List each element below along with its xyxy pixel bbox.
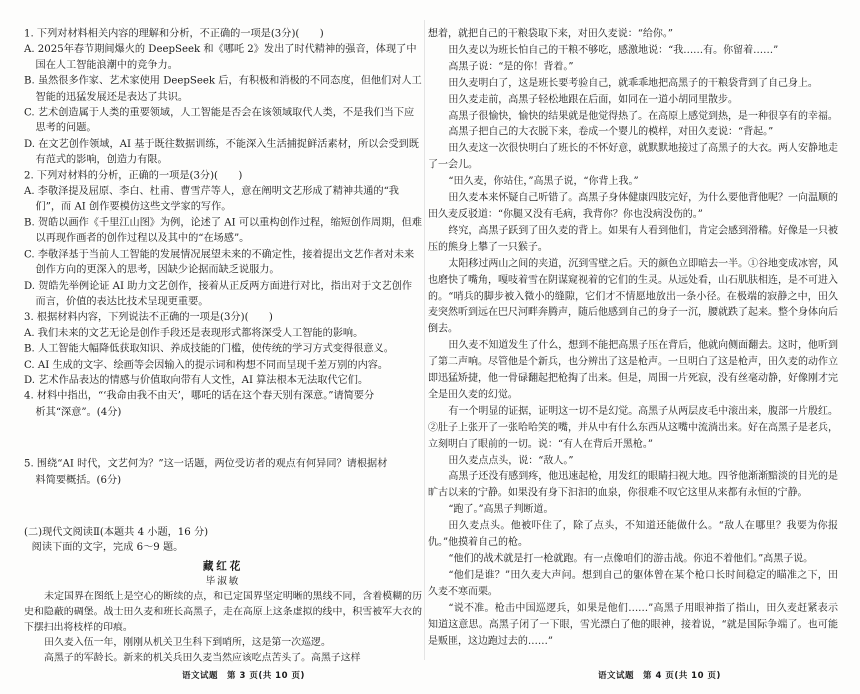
question-2-option-d: D. 贺皓先举例论证 AI 助力文艺创作，接着从正反两方面进行对比，指出对于文艺创作而言，价值的表达比技术呈现更重要。 — [24, 279, 413, 308]
story-paragraph: 太阳移过两山之间的夹道，沉到雪壁之后。天的颜色立即暗去一半。①谷地变成冰窖，风也磨快了嘴角，嘎吱着雪在阴谋窥视着的它们的生灵。从远处看，山石肌肤相连，是不可进入的。“哨兵的脚步被入微小的缝隙，它们才不情愿地放出一条小径。在极端的寂静之中，田久麦突然听到远在巴尺河畔奔腾声，随后他感到自己的身子一沉，腰就跌了起来。整个身体向后倒去。 — [428, 257, 838, 335]
story-paragraph: 田久麦本来怀疑自己听错了。高黑子身体健康四肢完好，为什么要他背他呢？一向温顺的田久麦反驳道：“你腿又没有毛病，我背你？你也没病没伤的。” — [428, 191, 838, 220]
story-paragraph: 田久麦点点头，说：“敌人。” — [448, 454, 574, 466]
left-column — [24, 26, 422, 666]
story-paragraph: “田久麦，你站住，”高黑子说，“你背上我。” — [448, 175, 639, 188]
story-paragraph: “他们是谁？”田久麦大声问。想到自己的躯体曾在某个枪口长时间稳定的瞄准之下，田久麦不寒而栗。 — [428, 569, 838, 598]
story-paragraph: 田久麦明白了，这是班长要考验自己，就乖乖地把高黑子的干粮袋背到了自己身上。 — [448, 77, 818, 89]
question-1-option-c: C. 艺术创造属于人类的重要领域，人工智能是否会在该领域取代人类，不是我们当下应思考的问题。 — [24, 106, 415, 134]
story-paragraph: “他们的战术就是打一枪就跑。有一点像咱们的游击战。你追不着他们。”高黑子说。 — [448, 552, 814, 565]
question-5-stem-line-2: 料简要概括。(6分) — [35, 473, 122, 486]
question-3-stem: 3. 根据材料内容，下列说法不正确的一项是(3分)( ) — [24, 311, 273, 323]
story-paragraph: 田久麦这一次很快明白了班长的不怀好意，就默默地接过了高黑子的大衣。两人安静地走了一会儿。 — [428, 142, 838, 171]
question-3-option-d: D. 艺术作品表达的情感与价值取向带有人文性，AI 算法根本无法取代它们。 — [24, 374, 369, 386]
right-column — [428, 26, 838, 649]
story-author: 毕淑敏 — [205, 575, 241, 587]
story-title: 藏红花 — [202, 559, 244, 573]
story-paragraph: 高黑子很愉快，愉快的结果就是他觉得热了。在高原上感觉到热，是一种很享有的幸福。 — [448, 109, 838, 122]
story-paragraph: 田久麦点头。他被吓住了，除了点头，不知道还能做什么。“敌人在哪里？我要为你报仇。”他摸着自己的枪。 — [428, 519, 838, 548]
question-4-stem-line-1: 4. 材料中指出，“‘我命由我不由天’，哪吒的话在这个春天别有深意。”请简要分 — [24, 390, 375, 402]
question-3-option-b: B. 人工智能大幅降低获取知识、养成技能的门槛，使传统的学习方式变得很意义。 — [24, 342, 394, 355]
section-heading: (二)现代文阅读Ⅱ(本题共 4 小题，16 分) — [24, 526, 209, 538]
question-2-option-a: A. 李敬泽提及屈原、李白、杜甫、曹雪芹等人，意在阐明文艺形成了精神共通的“我们”，而 AI 创作要模仿这些文学家的写作。 — [24, 185, 399, 213]
story-paragraph: 田久麦以为班长怕自己的干粮不够吃，感激地说：“我……有。你留着……” — [448, 44, 779, 56]
story-paragraph: 高黑子的军龄长。新来的机关兵田久麦当然应该吃点苦头了。高黑子这样 — [44, 652, 361, 664]
question-4-stem-line-2: 析其“深意”。(4分) — [35, 405, 122, 418]
page-footer-left: 语文试题 第 3 页(共 10 页) — [182, 671, 305, 681]
story-paragraph: 高黑子还没有感到疼，他迅速起枪，用发红的眼睛扫视大地。四爷他渐渐黯淡的目光的是旷古以来的宁静。如果没有身下汩汩的血泉，你很难不叹它这里从来都有永恒的宁静。 — [428, 470, 838, 499]
story-paragraph: 高黑子把自己的大衣脱下来，卷成一个婴儿的模样，对田久麦说：“背起。” — [448, 126, 774, 138]
question-1-option-d: D. 在文艺创作领域，AI 基于既往数据训练，不能深入生活捕捉鲜活素材，所以会受到既有范式的影响，创造力有限。 — [24, 138, 419, 166]
question-1-stem: 1. 下列对材料相关内容的理解和分析，不正确的一项是(3分)( ) — [24, 27, 324, 40]
story-paragraph: 未定国界在图纸上是空心的断续的点，和已定国界坚定明晰的黑线不同，含着模糊的历史和隐蔽的碉堡。战士田久麦和班长高黑子，走在高原上这条虚拟的线中，积雪被军大衣的下摆扫出将枝样的印痕。 — [24, 590, 422, 633]
story-paragraph: “跑了。”高黑子判断道。 — [448, 503, 554, 516]
story-paragraph: 田久麦不知道发生了什么，想到不能把高黑子压在背后，他就向侧面翻去。这时，他听到了第二声响。尽管他是个新兵，也分辨出了这是枪声。一旦明白了这是枪声，田久麦的动作立即迅猛矫捷，他一骨碌翻起把枪掏了出来。但是，周围一片死寂，没有丝毫动静，好像刚才完全是田久麦的幻觉。 — [428, 339, 838, 401]
question-3-option-a: A. 我们未来的文艺无论是创作手段还是表现形式都将深受人工智能的影响。 — [24, 327, 364, 339]
answer-space-5 — [24, 488, 422, 524]
story-paragraph: 田久麦走前，高黑子轻松地跟在后面，如同在一道小胡同里散步。 — [448, 93, 739, 106]
story-paragraph: 想着，就把自己的干粮袋取下来，对田久麦说：“给你。” — [428, 27, 673, 40]
question-2-option-c: C. 李敬泽基于当前人工智能的发展情况展望未来的不确定性，接着提出文艺作者对未来创作方向的更深入的思考，因缺少论据而缺乏说服力。 — [24, 248, 415, 276]
section-instruction: 阅读下面的文字，完成 6～9 题。 — [31, 541, 184, 554]
answer-space-4 — [24, 420, 422, 456]
question-2-option-b: B. 贺皓以画作《千里江山图》为例，论述了 AI 可以重构创作过程，缩短创作周期，但难以再现作画者的创作过程以及其中的“在场感”。 — [24, 216, 422, 245]
question-1-option-b: B. 虽然很多作家、艺术家使用 DeepSeek 后，有积极和消极的不同态度，但他们对人工智能的迅猛发展还是表达了共识。 — [24, 75, 422, 103]
story-paragraph: 田久麦入伍一年，刚刚从机关卫生科下到哨所，这是第一次巡逻。 — [44, 636, 331, 649]
question-2-stem: 2. 下列对材料的分析，正确的一项是(3分)( ) — [24, 169, 243, 182]
question-5-stem-line-1: 5. 围绕“AI 时代，文艺何为？”这一话题，两位受访者的观点有何异同？请根据材 — [24, 458, 388, 470]
story-paragraph: 高黑子说：“是的你！背着。” — [448, 60, 574, 73]
page-footer-right: 语文试题 第 4 页(共 10 页) — [598, 671, 721, 681]
column-divider — [424, 20, 425, 660]
story-paragraph: 有一个明显的证据，证明这一切不是幻觉。高黑子从两层皮毛中滚出来，腹部一片殷红。②肚子上张开了一张哈哈笑的嘴，并从中有什么东西从这嘴中流淌出来。好在高黑子是老兵，立刻明白了眼前的一切。说：“有人在背后开黑枪。” — [428, 405, 838, 450]
question-1-option-a: A. 2025年春节期间爆火的 DeepSeek 和《哪吒 2》发出了时代精神的强音，体现了中国在人工智能浪潮中的竞争力。 — [24, 43, 417, 71]
story-paragraph: “说不准。枪击中国巡逻兵，如果是他们……”高黑子用眼神指了指山，田久麦赶紧表示知道这意思。高黑子闭了一下眼，雪光漂白了他的眼神，接着说，“就是国际争端了。也可能是贩匪，这边跑过去的……” — [428, 601, 838, 647]
story-paragraph: 终究，高黑子跃到了田久麦的背上。如果有人看到他们，肯定会感到滑稽。好像是一只被压的熊身上攀了一只猴子。 — [428, 224, 838, 253]
question-3-option-c: C. AI 生成的文字、绘画等会因输入的提示词和构想不同而呈现千差万别的内容。 — [24, 358, 389, 371]
